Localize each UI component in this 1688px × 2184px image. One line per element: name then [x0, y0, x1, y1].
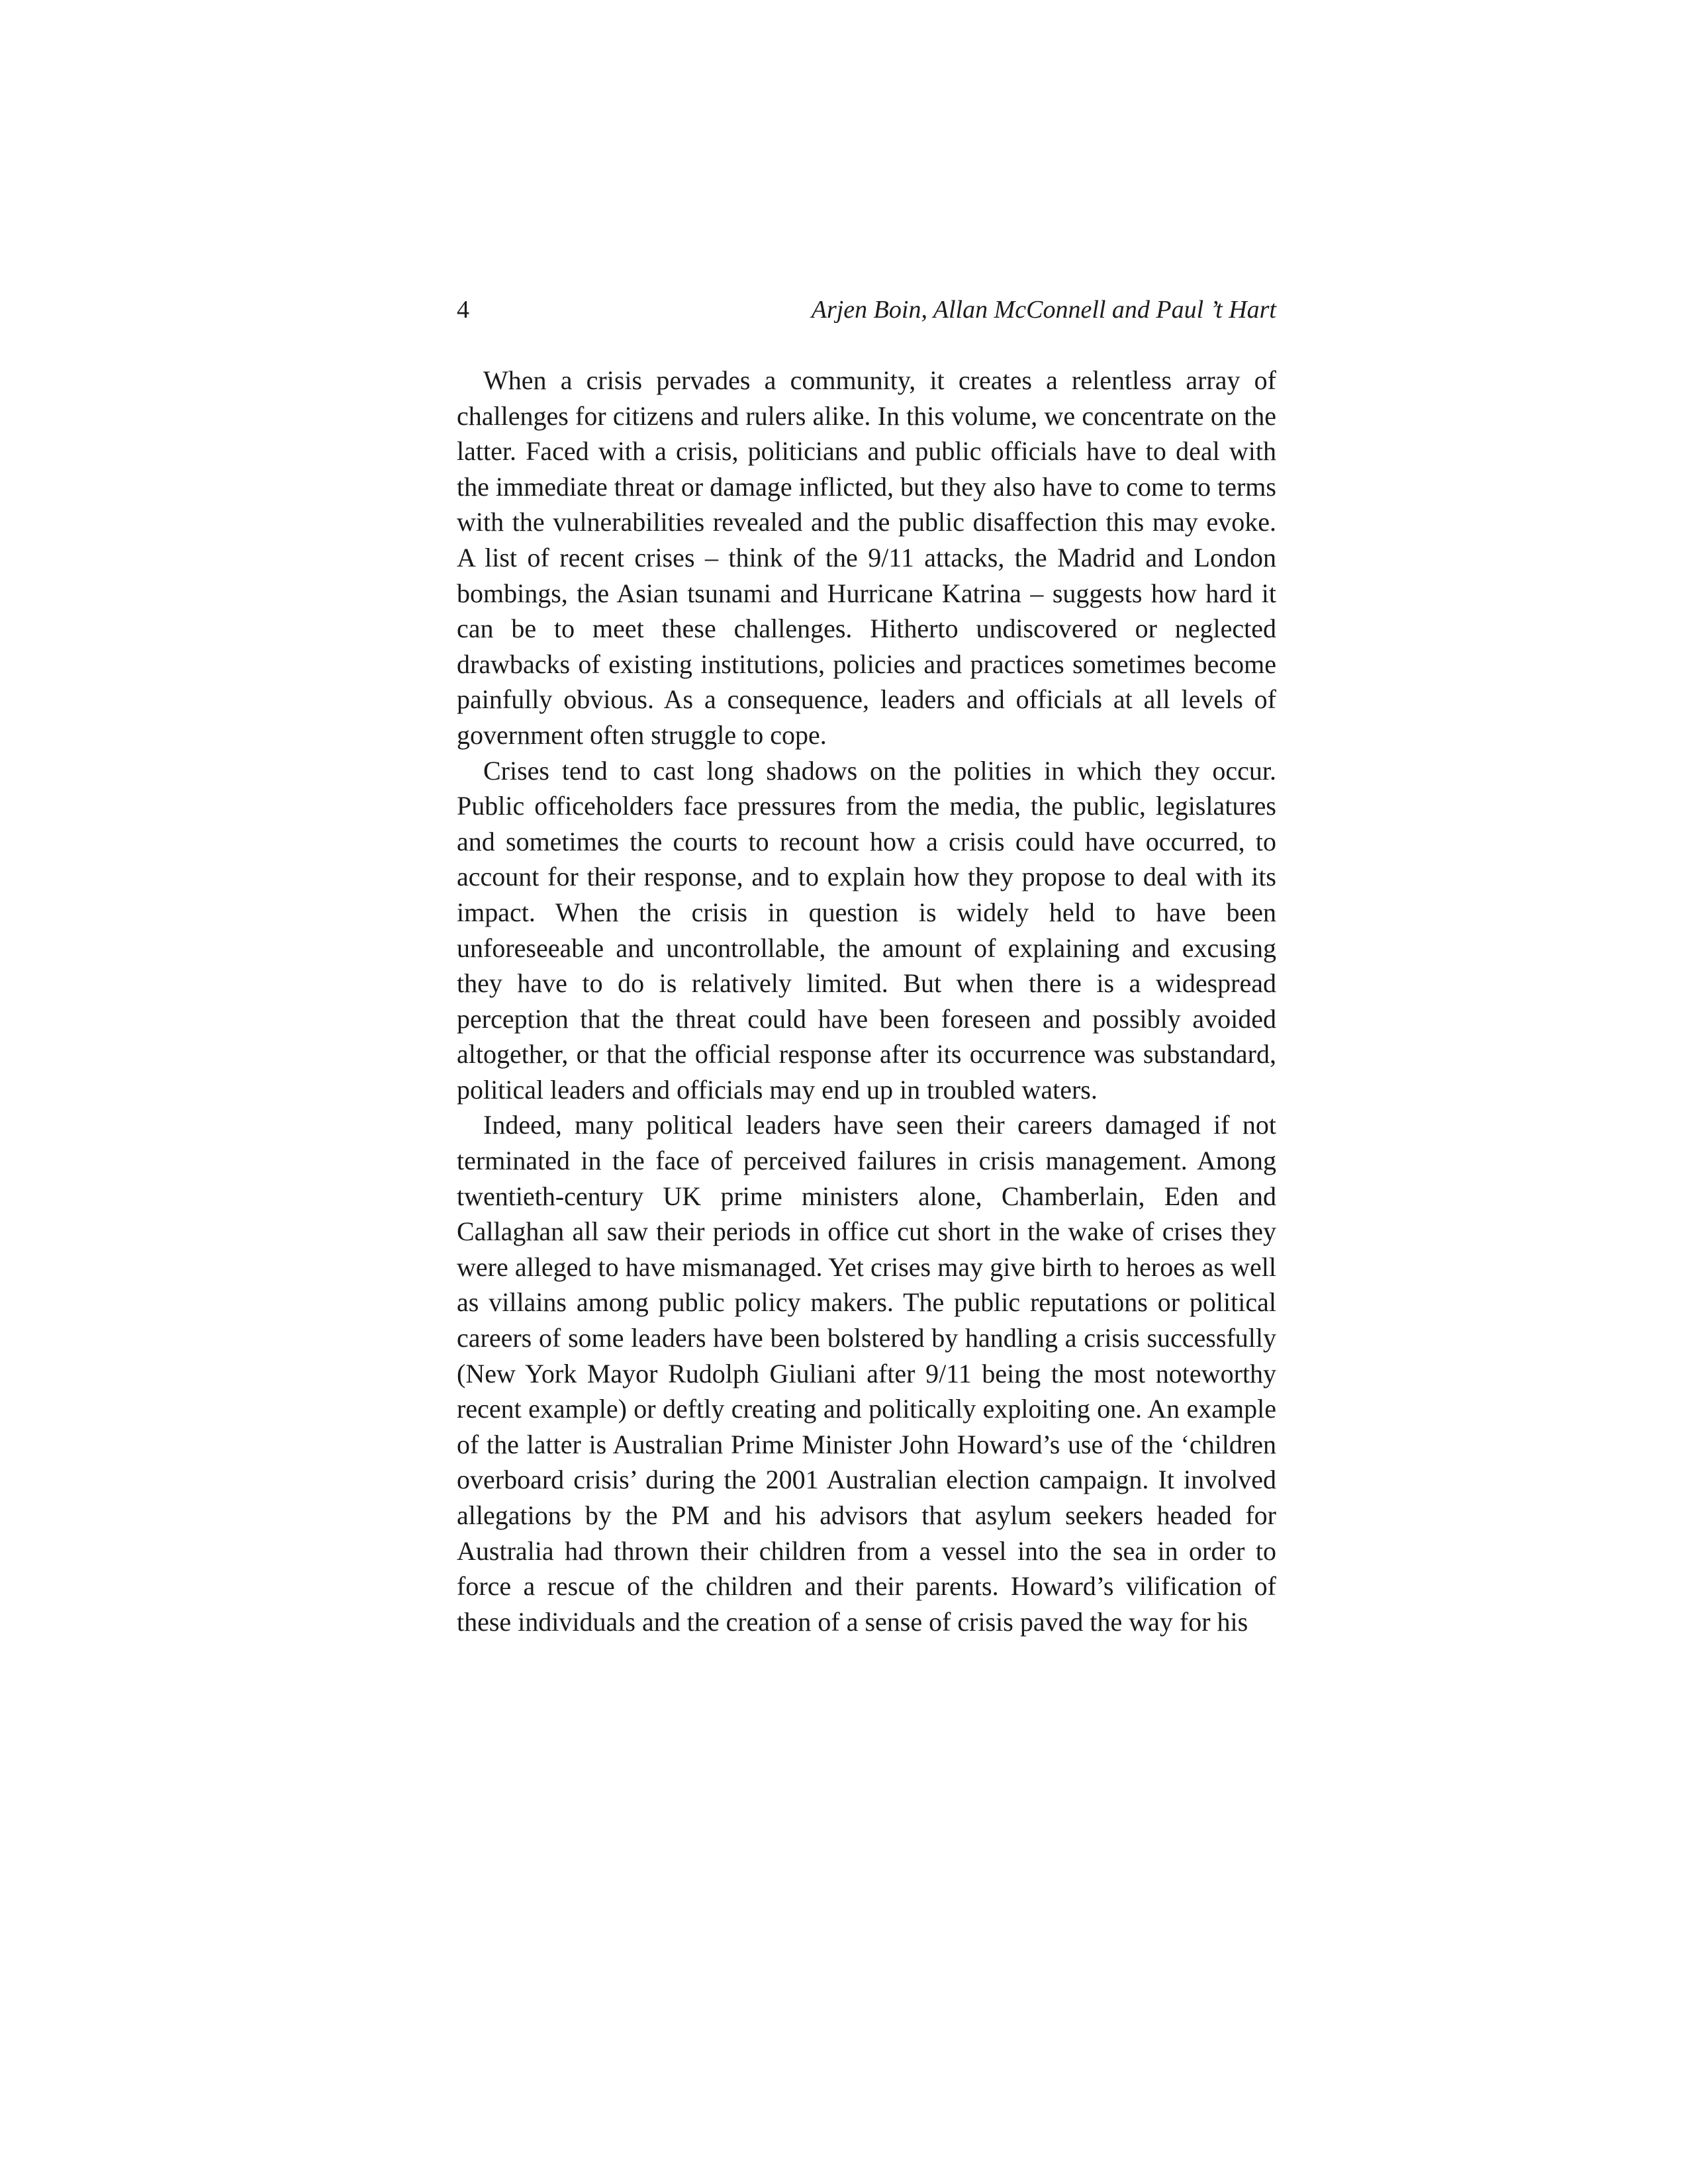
paragraph-1: When a crisis pervades a community, it creates a relentless array of challenges for citizens and rulers alike. In this volume, we concentrate on the latter. Faced with a crisis, politicians and public officials have to deal with the immediate threat or damage inflicted, but they also have to come to terms with the vulnerabilities revealed and the public disaffection this may evoke. A list of recent crises – think of the 9/11 attacks, the Madrid and London bombings, the Asian tsunami and Hurricane Katrina – suggests how hard it can be to meet these challenges. Hitherto undiscovered or neglected drawbacks of existing institutions, policies and practices sometimes become painfully obvious. As a consequence, leaders and officials at all levels of government often struggle to cope. — [457, 365, 1276, 750]
body-text — [457, 363, 1276, 1639]
paragraph-3: Indeed, many political leaders have seen their careers damaged if not terminated in the face of perceived failures in crisis management. Among twentieth-century UK prime ministers alone, Chamberlain, Eden and Callaghan all saw their periods in office cut short in the wake of crises they were alleged to have mismanaged. Yet crises may give birth to heroes as well as villains among public policy makers. The public reputations or political careers of some leaders have been bolstered by handling a crisis successfully (New York Mayor Rudolph Giuliani after 9/11 being the most noteworthy recent example) or deftly creating and politically exploiting one. An example of the latter is Australian Prime Minister John Howard’s use of the ‘children overboard crisis’ during the 2001 Australian election campaign. It involved allegations by the PM and his advisors that asylum seekers headed for Australia had thrown their children from a vessel into the sea in order to force a rescue of the children and their parents. Howard’s vilification of these individuals and the creation of a sense of crisis paved the way for his — [457, 1110, 1276, 1637]
page-number: 4 — [457, 296, 469, 324]
running-head — [457, 295, 1276, 335]
paragraph-2: Crises tend to cast long shadows on the polities in which they occur. Public officeholders face pressures from the media, the public, legislatures and sometimes the courts to recount how a crisis could have occurred, to account for their response, and to explain how they propose to deal with its impact. When the crisis in question is widely held to have been unforeseeable and uncontrollable, the amount of explaining and excusing they have to do is relatively limited. But when there is a widespread perception that the threat could have been foreseen and possibly avoided altogether, or that the official response after its occurrence was substandard, political leaders and officials may end up in troubled waters. — [457, 755, 1276, 1105]
running-title: Arjen Boin, Allan McConnell and Paul ’t Hart — [811, 296, 1276, 324]
